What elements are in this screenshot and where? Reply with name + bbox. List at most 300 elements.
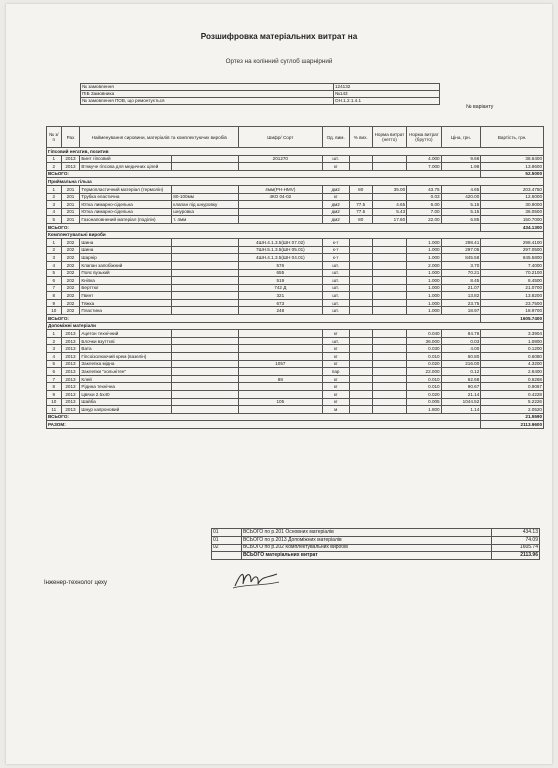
table-cell: 6 xyxy=(47,277,62,285)
table-cell: 3 xyxy=(47,345,62,353)
table-cell xyxy=(239,201,323,209)
table-cell: 1.98 xyxy=(441,163,481,171)
table-cell: 2 xyxy=(47,246,62,254)
table-cell: шт. xyxy=(322,269,349,277)
table-cell: 2.0520 xyxy=(481,406,544,414)
table-cell: 201270 xyxy=(239,155,323,163)
table-cell: Кніпка xyxy=(80,277,172,285)
col-header: Найменування сировини, матеріалів та комплектуючих виробів xyxy=(80,127,239,148)
table-cell: 2013 xyxy=(61,406,80,414)
table-cell: дм2 xyxy=(322,201,349,209)
info-value: №143 xyxy=(334,91,440,98)
table-cell: т. 4мм xyxy=(172,216,239,224)
table-cell xyxy=(372,330,406,338)
table-cell: 0.6080 xyxy=(481,353,544,361)
table-cell: Термопластичний матеріал (термолін) xyxy=(80,185,172,193)
table-cell xyxy=(239,330,323,338)
table-cell: 0.010 xyxy=(407,353,441,361)
table-row xyxy=(47,284,544,292)
table-row xyxy=(47,330,544,338)
document-page xyxy=(6,4,552,764)
table-cell xyxy=(239,368,323,376)
grand-total-label: РАЗОМ: xyxy=(47,421,481,429)
section-total-value: 52.5000 xyxy=(481,170,544,178)
table-cell xyxy=(372,360,406,368)
table-cell xyxy=(349,398,372,406)
table-cell: 5.15 xyxy=(441,201,481,209)
summary-row xyxy=(212,536,540,544)
table-cell: 0.1200 xyxy=(481,345,544,353)
table-cell: 673 xyxy=(239,299,323,307)
table-cell: 84.76 xyxy=(441,330,481,338)
table-row xyxy=(47,277,544,285)
table-cell: Берттюг xyxy=(80,284,172,292)
table-cell: дм2 xyxy=(322,216,349,224)
table-cell: 3 xyxy=(47,254,62,262)
table-row xyxy=(47,261,544,269)
section-header-row xyxy=(47,322,544,330)
table-cell: 8 xyxy=(47,292,62,300)
table-cell: 2013 xyxy=(61,353,80,361)
table-cell xyxy=(372,307,406,315)
table-cell: 2.6400 xyxy=(481,368,544,376)
table-row xyxy=(47,201,544,209)
table-cell: 7 xyxy=(47,375,62,383)
table-cell: 0.030 xyxy=(407,345,441,353)
table-cell: 30.9000 xyxy=(481,201,544,209)
table-cell xyxy=(172,269,239,277)
table-cell: 5.15 xyxy=(441,208,481,216)
table-cell: 4.000 xyxy=(407,155,441,163)
table-cell: 1.000 xyxy=(407,299,441,307)
section-title: Допоміжні матеріали xyxy=(47,322,544,330)
table-cell: 1.14 xyxy=(441,406,481,414)
table-cell: 202 xyxy=(61,284,80,292)
table-cell: 2013 xyxy=(61,391,80,399)
table-cell: 2 xyxy=(47,193,62,201)
table-cell: 0.12 xyxy=(441,368,481,376)
info-label: ПІБ Замовника xyxy=(81,91,334,98)
table-cell xyxy=(172,307,239,315)
table-row xyxy=(47,353,544,361)
table-row xyxy=(47,163,544,171)
table-cell: 70.2100 xyxy=(481,269,544,277)
table-cell: кг xyxy=(322,193,349,201)
summary-label: ВСЬОГО по р.2013 Допоміжних матеріалів xyxy=(242,536,492,544)
table-cell: дм2 xyxy=(322,185,349,193)
table-cell xyxy=(349,406,372,414)
table-cell xyxy=(372,299,406,307)
table-cell xyxy=(172,398,239,406)
table-cell: 23.75 xyxy=(441,299,481,307)
table-cell: 77.5 xyxy=(349,201,372,209)
table-cell xyxy=(172,239,239,247)
table-cell: 0.03 xyxy=(407,193,441,201)
info-value: ОН.1.2.1.4.1 xyxy=(334,98,440,105)
table-cell: Бинт гіпсовий xyxy=(80,155,172,163)
table-cell: 2013 xyxy=(61,155,80,163)
table-cell xyxy=(349,299,372,307)
table-cell xyxy=(172,261,239,269)
table-cell: кг xyxy=(322,360,349,368)
table-cell xyxy=(239,337,323,345)
table-cell: 0.010 xyxy=(407,375,441,383)
table-cell: шт. xyxy=(322,299,349,307)
table-row xyxy=(47,216,544,224)
table-cell: Шнур капроновий xyxy=(80,406,172,414)
col-header: Шифр/ Сорт xyxy=(239,127,323,148)
table-cell: 36.000 xyxy=(407,337,441,345)
table-cell: Ютка лимарно-сідельна xyxy=(80,208,172,216)
summary-code xyxy=(212,552,242,560)
table-cell: 36.0500 xyxy=(481,208,544,216)
table-cell: 18.9700 xyxy=(481,307,544,315)
table-cell: 5.2226 xyxy=(481,398,544,406)
table-cell: 1.000 xyxy=(407,254,441,262)
table-cell: 202 xyxy=(61,292,80,300)
table-cell xyxy=(172,353,239,361)
table-cell: 60.80 xyxy=(441,353,481,361)
section-header-row xyxy=(47,178,544,186)
col-header: Рах xyxy=(61,127,80,148)
table-cell: 7.4000 xyxy=(481,261,544,269)
table-cell: шт. xyxy=(322,292,349,300)
table-cell xyxy=(349,269,372,277)
table-cell: 1 xyxy=(47,155,62,163)
table-cell: 21.07 xyxy=(441,284,481,292)
summary-value: 74.09 xyxy=(492,536,540,544)
table-row xyxy=(47,375,544,383)
table-cell: Газонаповнений матеріал (поділін) xyxy=(80,216,172,224)
table-cell: шт. xyxy=(322,155,349,163)
table-cell xyxy=(172,254,239,262)
table-cell: 10 xyxy=(47,307,62,315)
table-cell xyxy=(349,246,372,254)
table-header-row xyxy=(47,127,544,148)
table-cell: 201 xyxy=(61,185,80,193)
section-header-row xyxy=(47,231,544,239)
table-cell: 2 xyxy=(47,337,62,345)
table-cell: 4ШН.4.1.3.5(ШН 07.02) xyxy=(239,239,323,247)
table-cell xyxy=(239,406,323,414)
table-cell: 3.3904 xyxy=(481,330,544,338)
table-row xyxy=(47,307,544,315)
table-cell: 90.67 xyxy=(441,383,481,391)
table-cell: 4.3200 xyxy=(481,360,544,368)
table-cell: шт. xyxy=(322,261,349,269)
info-row xyxy=(81,98,440,105)
section-total-value: 1605.7400 xyxy=(481,315,544,323)
summary-value: 1605.74 xyxy=(492,544,540,552)
table-cell: 88 xyxy=(239,375,323,383)
table-cell xyxy=(172,337,239,345)
table-cell xyxy=(172,155,239,163)
engineer-label: Інженер-технолог цеху xyxy=(44,580,108,586)
table-cell: 5 xyxy=(47,216,62,224)
summary-value: 434.13 xyxy=(492,529,540,537)
summary-code: 01 xyxy=(212,536,242,544)
table-cell xyxy=(372,269,406,277)
table-cell: 0.020 xyxy=(407,360,441,368)
table-cell: кг xyxy=(322,163,349,171)
table-cell: Трубка еластична xyxy=(80,193,172,201)
table-cell: кг xyxy=(322,391,349,399)
table-cell xyxy=(349,292,372,300)
section-total-label: ВСЬОГО: xyxy=(47,170,481,178)
table-cell: кг xyxy=(322,353,349,361)
table-cell xyxy=(172,368,239,376)
table-cell xyxy=(172,277,239,285)
table-cell: 8.4500 xyxy=(481,277,544,285)
table-cell xyxy=(349,360,372,368)
table-cell: 3.70 xyxy=(441,261,481,269)
table-cell: 80 xyxy=(349,216,372,224)
table-cell xyxy=(349,345,372,353)
table-cell: 0.040 xyxy=(407,330,441,338)
table-cell xyxy=(349,254,372,262)
table-cell: 6.00 xyxy=(407,201,441,209)
table-cell xyxy=(172,185,239,193)
table-cell xyxy=(372,391,406,399)
table-cell: 201 xyxy=(61,201,80,209)
table-cell xyxy=(349,375,372,383)
document-title: Розшифровка матеріальних витрат на xyxy=(200,32,358,41)
table-cell: Пояс вузький xyxy=(80,269,172,277)
table-cell xyxy=(372,254,406,262)
table-cell xyxy=(239,345,323,353)
section-total-row xyxy=(47,170,544,178)
table-cell xyxy=(372,345,406,353)
table-cell: 9 xyxy=(47,391,62,399)
table-cell: 11 xyxy=(47,406,62,414)
table-cell: 0.010 xyxy=(407,383,441,391)
table-cell: 4.65 xyxy=(372,201,406,209)
col-header: Ціна, грн. xyxy=(441,127,481,148)
table-cell: 4.65 xyxy=(441,185,481,193)
table-cell: 13.8600 xyxy=(481,163,544,171)
table-cell: 21.0700 xyxy=(481,284,544,292)
table-cell: 298.41 xyxy=(441,239,481,247)
table-cell: 62.68 xyxy=(441,375,481,383)
table-cell: 0.4228 xyxy=(481,391,544,399)
table-row xyxy=(47,368,544,376)
info-row xyxy=(81,84,440,91)
grand-total-row xyxy=(47,421,544,429)
table-row xyxy=(47,208,544,216)
table-cell: 202 xyxy=(61,299,80,307)
table-cell xyxy=(349,353,372,361)
materials-table xyxy=(46,126,544,429)
table-cell: 321 xyxy=(239,292,323,300)
summary-label: ВСЬОГО матеріальних витрат xyxy=(242,552,492,560)
summary-row xyxy=(212,529,540,537)
table-cell: 8 xyxy=(47,383,62,391)
table-cell xyxy=(172,330,239,338)
table-cell: 202 xyxy=(61,261,80,269)
table-cell: 202 xyxy=(61,246,80,254)
table-cell: 2013 xyxy=(61,360,80,368)
table-row xyxy=(47,299,544,307)
table-cell: 9 xyxy=(47,299,62,307)
table-cell: Цвяхи 2.5х40 xyxy=(80,391,172,399)
table-cell: 1.000 xyxy=(407,292,441,300)
table-cell: 201 xyxy=(61,216,80,224)
section-title: Гіпсовий негатив, позитив xyxy=(47,148,544,156)
table-row xyxy=(47,246,544,254)
table-cell: Шарнір xyxy=(80,254,172,262)
table-cell: 7ШН.5.1.3.5(ШН 05.01) xyxy=(239,246,323,254)
table-cell: кг xyxy=(322,375,349,383)
table-cell: 248 xyxy=(239,307,323,315)
table-cell xyxy=(239,208,323,216)
table-cell xyxy=(349,155,372,163)
document-subtitle: Ортез на колінний суглоб шарнірний xyxy=(225,58,333,65)
table-cell: 0.005 xyxy=(407,398,441,406)
table-cell: шт. xyxy=(322,307,349,315)
table-cell: 203.4750 xyxy=(481,185,544,193)
table-cell: 7.00 xyxy=(407,208,441,216)
table-cell: 298.4100 xyxy=(481,239,544,247)
table-cell xyxy=(349,239,372,247)
table-cell: 1.000 xyxy=(407,284,441,292)
summary-label: ВСЬОГО по р.202 Комплектувальних виробів xyxy=(242,544,492,552)
table-cell: 2.000 xyxy=(407,261,441,269)
table-cell: 4 xyxy=(47,261,62,269)
table-cell: Рідина технічна xyxy=(80,383,172,391)
table-cell: 4.00 xyxy=(441,345,481,353)
info-label: № замовлення xyxy=(81,84,334,91)
table-cell: шнуровка xyxy=(172,208,239,216)
table-cell: 7.000 xyxy=(407,163,441,171)
col-header: Вартість, грн. xyxy=(481,127,544,148)
table-cell: дм2 xyxy=(322,208,349,216)
table-cell: шт. xyxy=(322,277,349,285)
table-cell: 1.000 xyxy=(407,269,441,277)
table-cell xyxy=(349,330,372,338)
table-cell xyxy=(372,163,406,171)
table-cell: 43.75 xyxy=(407,185,441,193)
table-cell: 297.0500 xyxy=(481,246,544,254)
table-cell xyxy=(372,383,406,391)
table-cell: 7 xyxy=(47,284,62,292)
table-cell: Ацетон технічний xyxy=(80,330,172,338)
section-total-label: ВСЬОГО: xyxy=(47,413,481,421)
table-row xyxy=(47,269,544,277)
table-cell: Гіпсоізолюючий крем (вазелін) xyxy=(80,353,172,361)
table-cell: 1 xyxy=(47,239,62,247)
table-cell: 2013 xyxy=(61,337,80,345)
table-cell: кг xyxy=(322,345,349,353)
table-cell: 1 xyxy=(47,185,62,193)
table-row xyxy=(47,345,544,353)
table-cell: Заклепки "хольнітен" xyxy=(80,368,172,376)
col-header: Од. вим. xyxy=(322,127,349,148)
table-cell: 576 xyxy=(239,261,323,269)
table-cell: к-т xyxy=(322,254,349,262)
table-cell: 2013 xyxy=(61,345,80,353)
table-cell: 2 xyxy=(47,163,62,171)
table-cell: 202 xyxy=(61,269,80,277)
table-cell: 22.000 xyxy=(407,368,441,376)
table-cell: 2013 xyxy=(61,375,80,383)
table-cell xyxy=(172,246,239,254)
table-cell: 1057 xyxy=(239,360,323,368)
table-cell: 80-100мм xyxy=(172,193,239,201)
table-cell: 21.14 xyxy=(441,391,481,399)
table-cell: 0.6268 xyxy=(481,375,544,383)
table-cell: 5 xyxy=(47,360,62,368)
table-cell xyxy=(349,307,372,315)
summary-value: 2113.96 xyxy=(492,552,540,560)
table-cell: клапан під шнуровку xyxy=(172,201,239,209)
table-cell xyxy=(349,193,372,201)
table-row xyxy=(47,383,544,391)
table-cell: 201 xyxy=(61,208,80,216)
table-cell: 150.7000 xyxy=(481,216,544,224)
summary-code: 01 xyxy=(212,529,242,537)
section-total-row xyxy=(47,223,544,231)
table-cell: 2013 xyxy=(61,368,80,376)
col-header: % вих. xyxy=(349,127,372,148)
table-cell xyxy=(349,163,372,171)
table-cell xyxy=(172,375,239,383)
table-cell xyxy=(172,383,239,391)
table-cell: Шина xyxy=(80,246,172,254)
table-cell: 202 xyxy=(61,277,80,285)
table-cell: 2013 xyxy=(61,383,80,391)
section-total-row xyxy=(47,315,544,323)
table-cell: 3 xyxy=(47,201,62,209)
table-cell: 1044.52 xyxy=(441,398,481,406)
table-row xyxy=(47,391,544,399)
table-cell: Клей xyxy=(80,375,172,383)
summary-row xyxy=(212,552,540,560)
table-cell: 0.03 xyxy=(441,337,481,345)
table-cell xyxy=(372,246,406,254)
table-cell: 9.66 xyxy=(441,155,481,163)
table-cell xyxy=(372,155,406,163)
table-cell: Шина xyxy=(80,239,172,247)
table-cell: 845.58 xyxy=(441,254,481,262)
table-cell: Клапан запобіжний xyxy=(80,261,172,269)
table-cell: 2013 xyxy=(61,330,80,338)
table-cell: 0.020 xyxy=(407,391,441,399)
table-cell: 297.05 xyxy=(441,246,481,254)
table-cell: шт. xyxy=(322,337,349,345)
table-cell xyxy=(172,284,239,292)
table-cell: 1.000 xyxy=(407,277,441,285)
table-cell: 80 xyxy=(349,185,372,193)
table-cell: Вата xyxy=(80,345,172,353)
table-cell: 22.00 xyxy=(407,216,441,224)
table-row xyxy=(47,254,544,262)
table-cell: 18.97 xyxy=(441,307,481,315)
info-label: № замовлення ПОВ, що ремонтується xyxy=(81,98,334,105)
table-cell: 1.000 xyxy=(407,307,441,315)
table-cell: 23.7500 xyxy=(481,299,544,307)
summary-row xyxy=(212,544,540,552)
table-cell: 38.6400 xyxy=(481,155,544,163)
table-cell xyxy=(172,163,239,171)
table-cell xyxy=(372,406,406,414)
table-cell: пар xyxy=(322,368,349,376)
signature xyxy=(231,564,281,594)
table-cell: 519 xyxy=(239,277,323,285)
table-cell: шт. xyxy=(322,284,349,292)
table-cell: 77.5 xyxy=(349,208,372,216)
col-header: № з/п xyxy=(47,127,62,148)
table-cell: 655 xyxy=(239,269,323,277)
